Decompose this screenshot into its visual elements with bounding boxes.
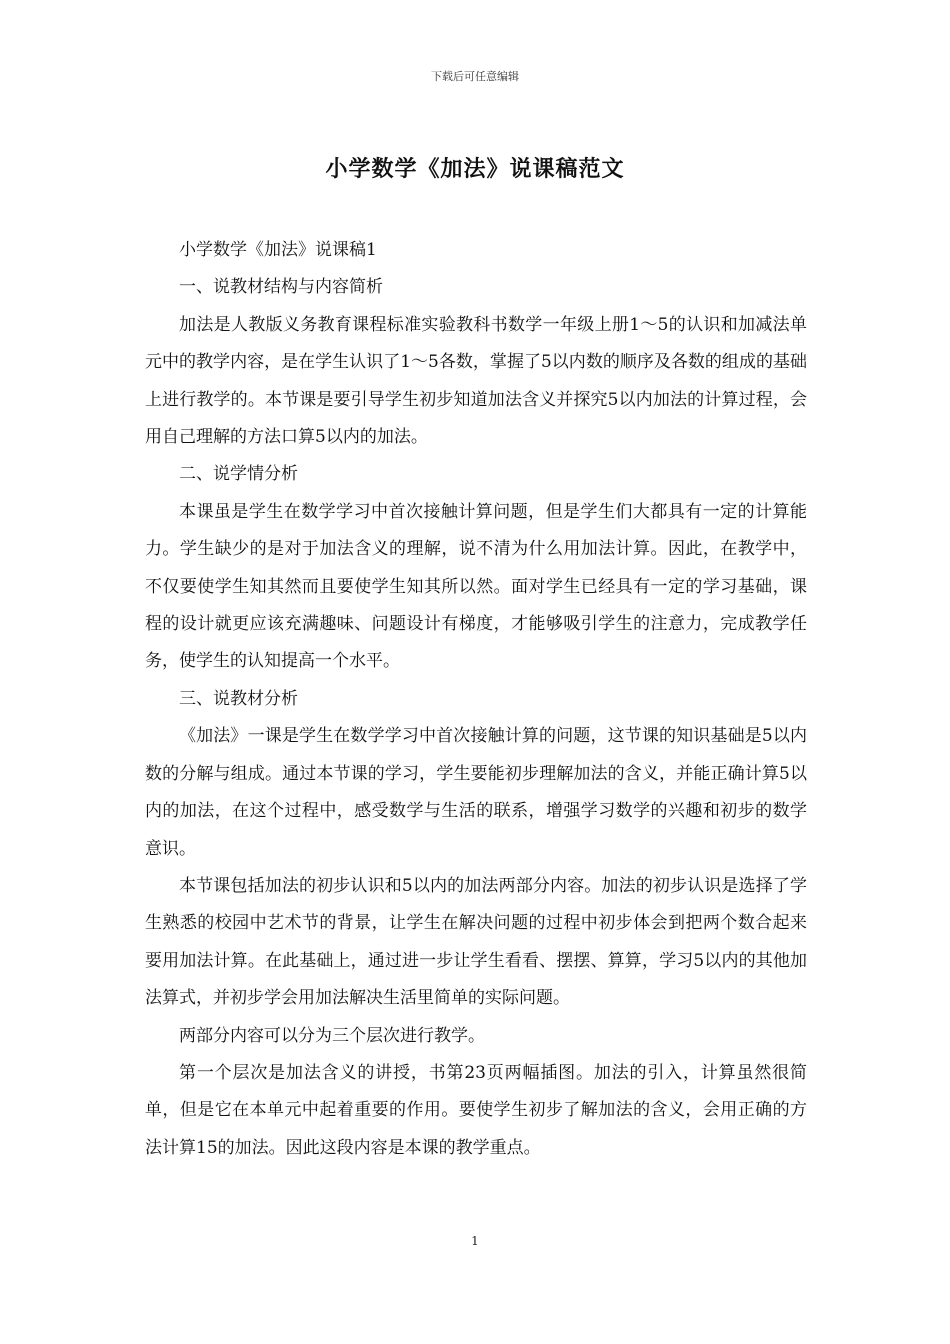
section-heading-1: 一、说教材结构与内容简析	[179, 277, 383, 298]
document-body	[145, 232, 807, 1167]
paragraph: 《加法》一课是学生在数学学习中首次接触计算的问题，这节课的知识基础是5以内数的分解与组成。通过本节课的学习，学生要能初步理解加法的含义，并能正确计算5以内的加法，在这个过程中，感受数学与生活的联系，增强学习数学的兴趣和初步的数学意识。	[145, 726, 807, 859]
paragraph: 本课虽是学生在数学学习中首次接触计算问题，但是学生们大都具有一定的计算能力。学生缺少的是对于加法含义的理解，说不清为什么用加法计算。因此，在教学中，不仅要使学生知其然而且要使学生知其所以然。面对学生已经具有一定的学习基础，课程的设计就更应该充满趣味、问题设计有梯度，才能够吸引学生的注意力，完成教学任务，使学生的认知提高一个水平。	[145, 501, 807, 672]
document-title: 小学数学《加法》说课稿范文	[325, 156, 625, 182]
paragraph: 本节课包括加法的初步认识和5以内的加法两部分内容。加法的初步认识是选择了学生熟悉的校园中艺术节的背景，让学生在解决问题的过程中初步体会到把两个数合起来要用加法计算。在此基础上，通过进一步让学生看看、摆摆、算算，学习5以内的其他加法算式，并初步学会用加法解决生活里简单的实际问题。	[145, 875, 807, 1009]
header-note: 下载后可任意编辑	[431, 70, 519, 83]
paragraph: 第一个层次是加法含义的讲授，书第23页两幅插图。加法的引入，计算虽然很简单，但是它在本单元中起着重要的作用。要使学生初步了解加法的含义，会用正确的方法计算15的加法。因此这段内容是本课的教学重点。	[145, 1062, 807, 1158]
section-heading-2: 二、说学情分析	[179, 464, 298, 485]
paragraph: 加法是人教版义务教育课程标准实验教科书数学一年级上册1～5的认识和加减法单元中的教学内容，是在学生认识了1～5各数，掌握了5以内数的顺序及各数的组成的基础上进行教学的。本节课是要引导学生初步知道加法含义并探究5以内加法的计算过程，会用自己理解的方法口算5以内的加法。	[145, 314, 807, 448]
section-heading-3: 三、说教材分析	[179, 688, 298, 709]
subtitle-paragraph: 小学数学《加法》说课稿1	[179, 240, 377, 260]
page-number: 1	[471, 1234, 479, 1248]
paragraph: 两部分内容可以分为三个层次进行教学。	[179, 1025, 485, 1046]
